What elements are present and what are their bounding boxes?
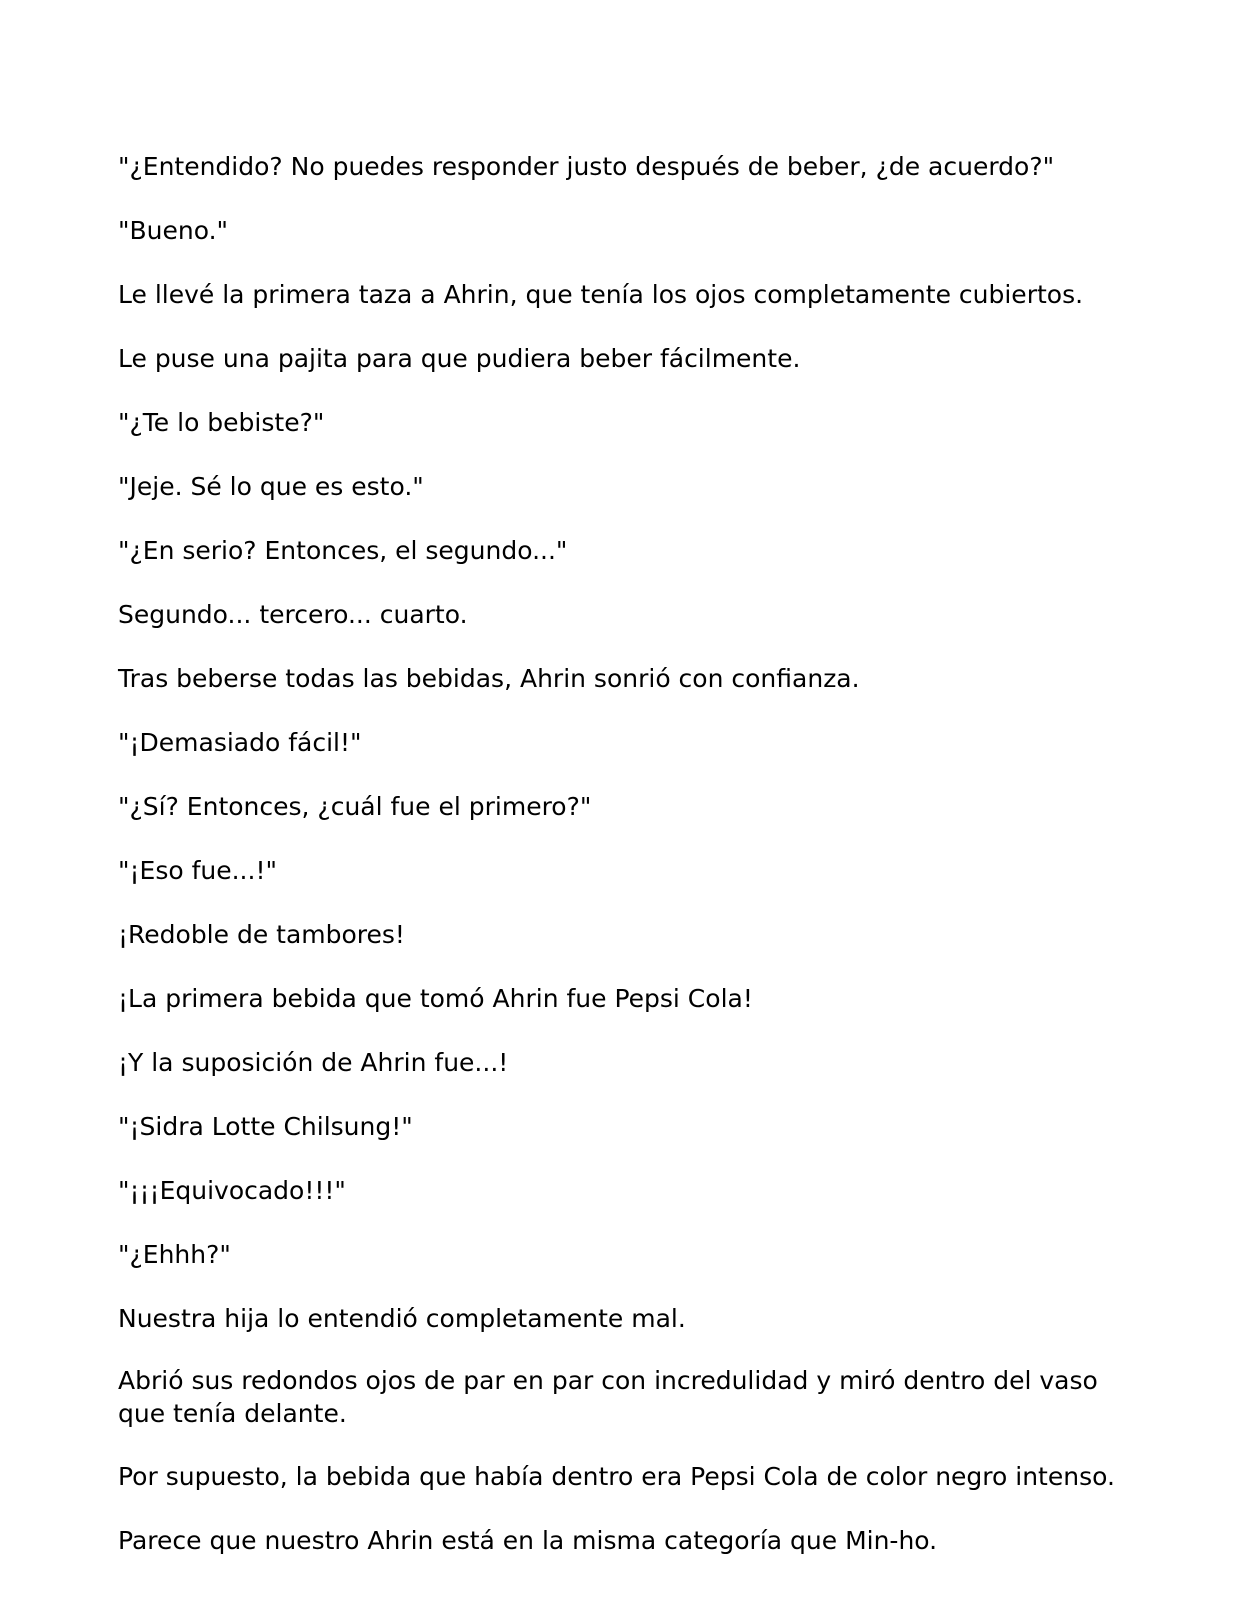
paragraph-11: "¿Sí? Entonces, ¿cuál fue el primero?": [118, 792, 592, 821]
paragraph-15: ¡Y la suposición de Ahrin fue...!: [118, 1048, 509, 1077]
paragraph-16: "¡Sidra Lotte Chilsung!": [118, 1112, 413, 1141]
paragraph-20: Abrió sus redondos ojos de par en par con incredulidad y miró dentro del vaso que tenía delante.: [118, 1366, 1098, 1428]
paragraph-6: "Jeje. Sé lo que es esto.": [118, 472, 424, 501]
paragraph-2: "Bueno.": [118, 216, 229, 245]
paragraph-5: "¿Te lo bebiste?": [118, 408, 325, 437]
paragraph-13: ¡Redoble de tambores!: [118, 920, 405, 949]
document-page: [118, 148, 1128, 1586]
paragraph-4: Le puse una pajita para que pudiera beber fácilmente.: [118, 344, 801, 373]
paragraph-17: "¡¡¡Equivocado!!!": [118, 1176, 346, 1205]
paragraph-18: "¿Ehhh?": [118, 1240, 231, 1269]
paragraph-8: Segundo... tercero... cuarto.: [118, 600, 468, 629]
paragraph-1: "¿Entendido? No puedes responder justo después de beber, ¿de acuerdo?": [118, 152, 1055, 181]
paragraph-19: Nuestra hija lo entendió completamente mal.: [118, 1304, 686, 1333]
paragraph-12: "¡Eso fue...!": [118, 856, 277, 885]
paragraph-7: "¿En serio? Entonces, el segundo...": [118, 536, 568, 565]
paragraph-21: Por supuesto, la bebida que había dentro era Pepsi Cola de color negro intenso.: [118, 1462, 1115, 1491]
paragraph-22: Parece que nuestro Ahrin está en la misma categoría que Min-ho.: [118, 1526, 938, 1555]
paragraph-10: "¡Demasiado fácil!": [118, 728, 362, 757]
paragraph-3: Le llevé la primera taza a Ahrin, que tenía los ojos completamente cubiertos.: [118, 280, 1084, 309]
paragraph-9: Tras beberse todas las bebidas, Ahrin sonrió con confianza.: [118, 664, 860, 693]
paragraph-14: ¡La primera bebida que tomó Ahrin fue Pepsi Cola!: [118, 984, 753, 1013]
